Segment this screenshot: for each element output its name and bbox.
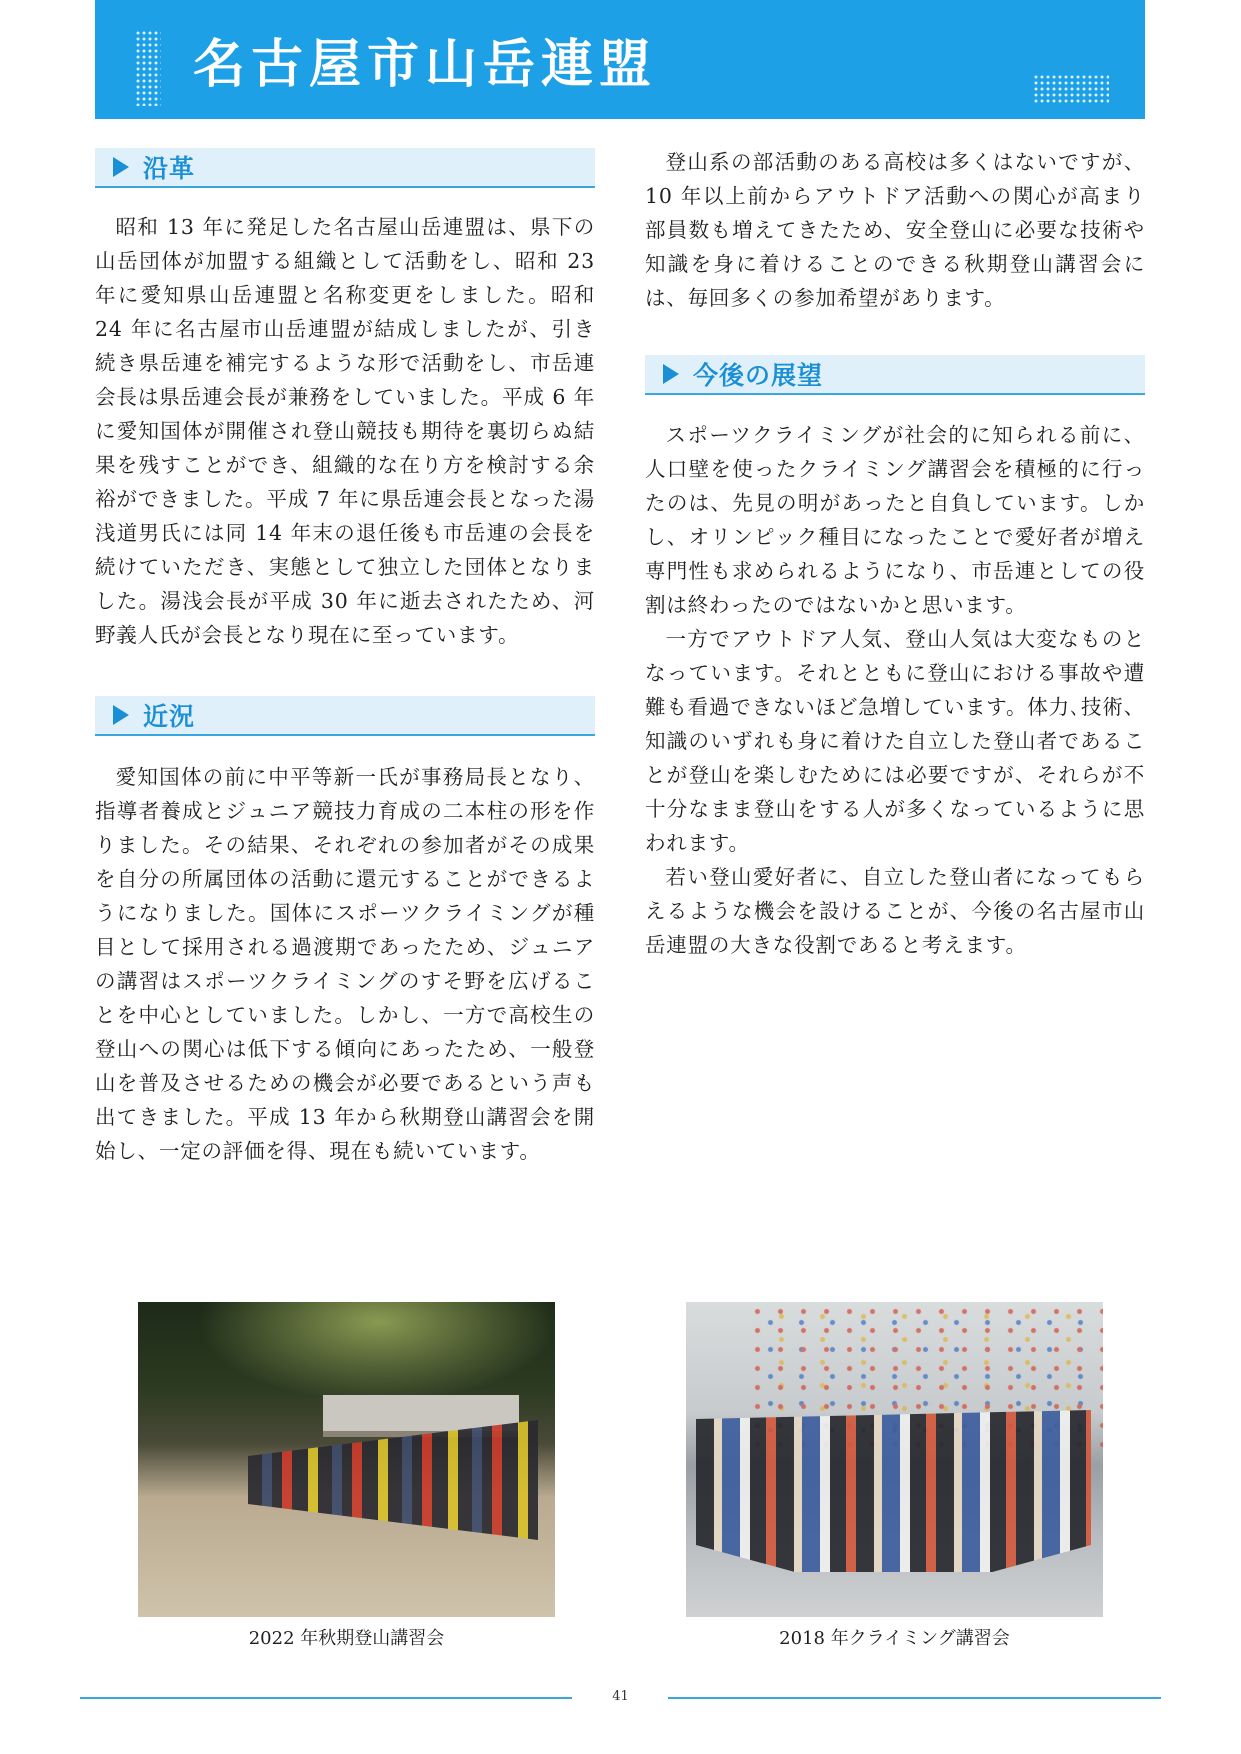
photo-caption: 2018 年クライミング講習会 — [779, 1628, 1010, 1649]
history-paragraph: 昭和 13 年に発足した名古屋山岳連盟は、県下の山岳団体が加盟する組織として活動をし、昭和 23 年に愛知県山岳連盟と名称変更をしました。昭和 24 年に名古屋市山岳連盟が結成しましたが、引き続き県岳連を補完するような形で活動をし、市岳連会長は県岳連会長が兼務をしていました。平成 6 年に愛知国体が開催され登山競技も期待を裏切らぬ結果を残すことができ、組織的な在り方を検討する余裕ができました。平成 7 年に県岳連会長となった湯浅道男氏には同 14 年末の退任後も市岳連の会長を続けていただき、実態として独立した団体となりました。湯浅会長が平成 30 年に逝去されたため、河野義人氏が会長となり現在に至っています。 — [95, 215, 595, 647]
photo-climbing-course — [686, 1302, 1103, 1617]
triangle-bullet-icon — [113, 157, 129, 177]
section-heading-label: 近況 — [143, 702, 196, 731]
dot-pattern-decoration — [1033, 74, 1109, 104]
section-heading-recent — [95, 696, 595, 736]
photo-participants-shape — [248, 1420, 538, 1540]
section-heading-label: 沿革 — [143, 154, 196, 183]
outlook-paragraph: 若い登山愛好者に、自立した登山者になってもらえるような機会を設けることが、今後の名古屋市山岳連盟の大きな役割であると考えます。 — [645, 865, 1145, 957]
recent-continued-paragraph: 登山系の部活動のある高校は多くはないですが、10 年以上前からアウトドア活動への関心が高まり部員数も増えてきたため、安全登山に必要な技術や知識を身に着けることのできる秋期登山講習会には、毎回多くの参加希望があります。 — [645, 150, 1145, 310]
photo-caption: 2022 年秋期登山講習会 — [248, 1628, 445, 1649]
triangle-bullet-icon — [663, 364, 679, 384]
triangle-bullet-icon — [113, 705, 129, 725]
recent-paragraph: 愛知国体の前に中平等新一氏が事務局長となり、指導者養成とジュニア競技力育成の二本柱の形を作りました。その結果、それぞれの参加者がその成果を自分の所属団体の活動に還元することができるようになりました。国体にスポーツクライミングが種目として採用される過渡期であったため、ジュニアの講習はスポーツクライミングのすそ野を広げることを中心としていました。しかし、一方で高校生の登山への関心は低下する傾向にあったため、一般登山を普及させるための機会が必要であるという声も出てきました。平成 13 年から秋期登山講習会を開始し、一定の評価を得、現在も続いています。 — [95, 765, 595, 1163]
section-heading-outlook — [645, 355, 1145, 395]
page-title: 名古屋市山岳連盟 — [193, 35, 658, 95]
dot-pattern-decoration — [135, 30, 161, 106]
section-heading-history — [95, 148, 595, 188]
outlook-paragraph: スポーツクライミングが社会的に知られる前に、人口壁を使ったクライミング講習会を積極的に行ったのは、先見の明があったと自負しています。しかし、オリンピック種目になったことで愛好者が増え専門性も求められるようになり、市岳連としての役割は終わったのではないかと思います。 — [645, 423, 1145, 617]
footer-rule-left — [80, 1697, 572, 1699]
photo-group-shape — [696, 1392, 1091, 1572]
title-banner — [95, 0, 1145, 119]
photo-autumn-hiking-course — [138, 1302, 555, 1617]
footer-rule-right — [668, 1697, 1161, 1699]
page-number: 41 — [612, 1689, 629, 1704]
outlook-paragraph: 一方でアウトドア人気、登山人気は大変なものとなっています。それとともに登山における事故や遭難も看過できないほど急増しています。体力､技術、知識のいずれも身に着けた自立した登山者であることが登山を楽しむためには必要ですが、それらが不十分なまま登山をする人が多くなっているように思われます。 — [645, 627, 1145, 855]
section-heading-label: 今後の展望 — [693, 361, 824, 390]
